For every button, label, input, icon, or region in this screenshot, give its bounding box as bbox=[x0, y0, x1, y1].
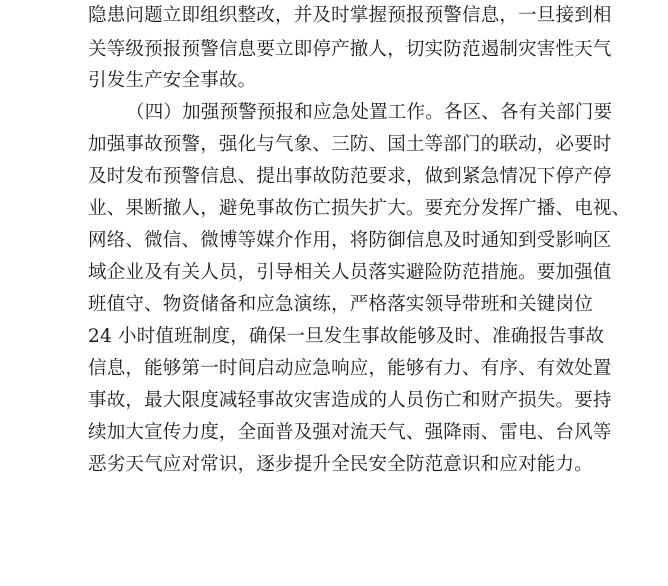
paragraph-line: 加强事故预警，强化与气象、三防、国土等部门的联动，必要时 bbox=[88, 134, 612, 155]
paragraph-line: 恶劣天气应对常识，逐步提升全民安全防范意识和应对能力。 bbox=[88, 454, 593, 475]
paragraph-line: 隐患问题立即组织整改，并及时掌握预报预警信息，一旦接到相 bbox=[88, 5, 612, 26]
section-heading-line: （四）加强预警预报和应急处置工作。各区、各有关部门要 bbox=[126, 102, 613, 123]
paragraph-line: 信息，能够第一时间启动应急响应，能够有力、有序、有效处置 bbox=[88, 358, 612, 379]
paragraph-line: 引发生产安全事故。 bbox=[88, 70, 257, 91]
paragraph-line: 网络、微信、微博等媒介作用，将防御信息及时通知到受影响区 bbox=[88, 230, 612, 251]
paragraph-line: 续加大宣传力度，全面普及强对流天气、强降雨、雷电、台风等 bbox=[88, 422, 612, 443]
paragraph-line: 班值守、物资储备和应急演练，严格落实领导带班和关键岗位 bbox=[88, 294, 593, 315]
paragraph-line: 及时发布预警信息、提出事故防范要求，做到紧急情况下停产停 bbox=[88, 166, 612, 187]
paragraph-line: 域企业及有关人员，引导相关人员落实避险防范措施。要加强值 bbox=[88, 262, 612, 283]
paragraph-line: 事故，最大限度减轻事故灾害造成的人员伤亡和财产损失。要持 bbox=[88, 390, 612, 411]
paragraph-line: 业、果断撤人，避免事故伤亡损失扩大。要充分发挥广播、电视、 bbox=[88, 198, 631, 219]
paragraph-line: 24 小时值班制度，确保一旦发生事故能够及时、准确报告事故 bbox=[88, 326, 605, 347]
paragraph-line: 关等级预报预警信息要立即停产撤人，切实防范遏制灾害性天气 bbox=[88, 39, 612, 60]
